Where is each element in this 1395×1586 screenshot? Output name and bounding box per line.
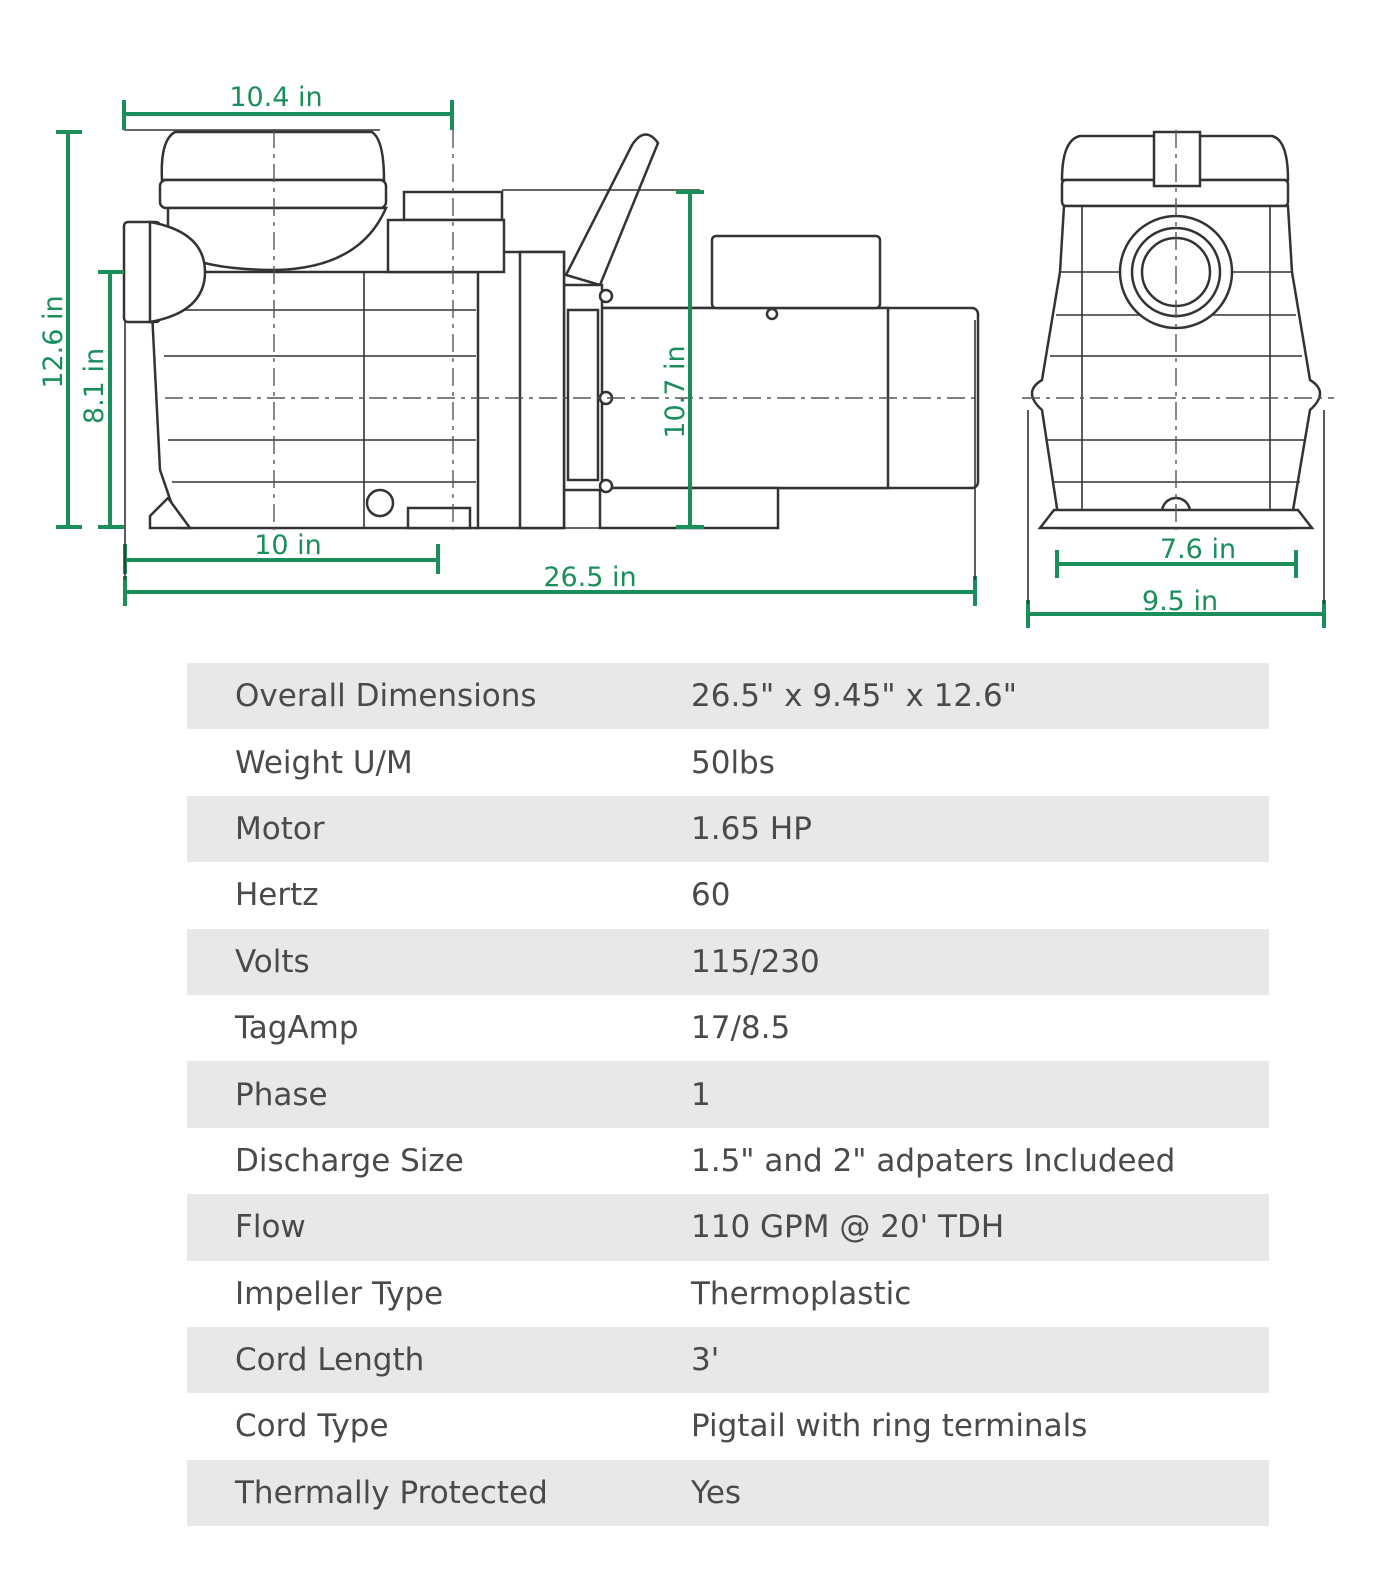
dimension-inlet-height-label: 8.1 in bbox=[79, 347, 110, 425]
spec-label: TagAmp bbox=[235, 1010, 359, 1047]
spec-value: Yes bbox=[691, 1474, 742, 1511]
dimension-side-inner-width-label: 7.6 in bbox=[1159, 534, 1237, 565]
dimension-top-width bbox=[124, 82, 452, 130]
dimension-overall-length-label: 26.5 in bbox=[543, 562, 637, 593]
pump-dimension-diagram bbox=[0, 0, 1395, 650]
spec-label: Impeller Type bbox=[235, 1275, 444, 1312]
table-row bbox=[187, 1061, 1269, 1127]
pump-side-view-drawing bbox=[124, 132, 978, 528]
spec-value: 1 bbox=[691, 1076, 711, 1113]
spec-label: Phase bbox=[235, 1076, 328, 1113]
spec-value: 1.65 HP bbox=[691, 810, 812, 847]
spec-value: 60 bbox=[691, 877, 731, 914]
table-row bbox=[187, 1393, 1269, 1459]
dimension-base-length-label: 10 in bbox=[254, 530, 322, 561]
spec-value: 17/8.5 bbox=[691, 1010, 791, 1047]
spec-label: Cord Length bbox=[235, 1342, 425, 1379]
spec-value: 3' bbox=[691, 1342, 720, 1379]
spec-label: Thermally Protected bbox=[235, 1474, 548, 1511]
spec-label: Discharge Size bbox=[235, 1142, 464, 1179]
table-row bbox=[187, 729, 1269, 795]
spec-label: Weight U/M bbox=[235, 744, 413, 781]
spec-value: 50lbs bbox=[691, 744, 775, 781]
specifications-table bbox=[187, 663, 1269, 1526]
table-row bbox=[187, 1261, 1269, 1327]
table-row bbox=[187, 929, 1269, 995]
spec-label: Hertz bbox=[235, 877, 319, 914]
dimension-motor-height-label: 10.7 in bbox=[660, 345, 691, 439]
dimension-overall-height bbox=[38, 132, 82, 527]
spec-label: Cord Type bbox=[235, 1408, 389, 1445]
table-row bbox=[187, 995, 1269, 1061]
table-row bbox=[187, 862, 1269, 928]
dimension-side-inner-width bbox=[1057, 534, 1296, 578]
spec-label: Overall Dimensions bbox=[235, 678, 537, 715]
spec-label: Motor bbox=[235, 810, 325, 847]
dimension-overall-height-label: 12.6 in bbox=[38, 295, 69, 389]
table-row bbox=[187, 796, 1269, 862]
spec-label: Volts bbox=[235, 943, 310, 980]
table-row bbox=[187, 1128, 1269, 1194]
spec-label: Flow bbox=[235, 1209, 306, 1246]
spec-value: Pigtail with ring terminals bbox=[691, 1408, 1088, 1445]
table-row bbox=[187, 1194, 1269, 1260]
table-row bbox=[187, 663, 1269, 729]
spec-value: 1.5" and 2" adpaters Includeed bbox=[691, 1142, 1176, 1179]
dimension-base-length bbox=[125, 530, 438, 574]
spec-value: Thermoplastic bbox=[691, 1275, 912, 1312]
table-row bbox=[187, 1460, 1269, 1526]
spec-value: 110 GPM @ 20' TDH bbox=[691, 1209, 1005, 1246]
table-row bbox=[187, 1327, 1269, 1393]
dimension-top-width-label: 10.4 in bbox=[229, 82, 323, 113]
dimension-side-overall-width-label: 9.5 in bbox=[1141, 586, 1219, 617]
spec-value: 26.5" x 9.45" x 12.6" bbox=[691, 678, 1017, 715]
spec-value: 115/230 bbox=[691, 943, 820, 980]
dimension-inlet-height bbox=[79, 272, 124, 527]
